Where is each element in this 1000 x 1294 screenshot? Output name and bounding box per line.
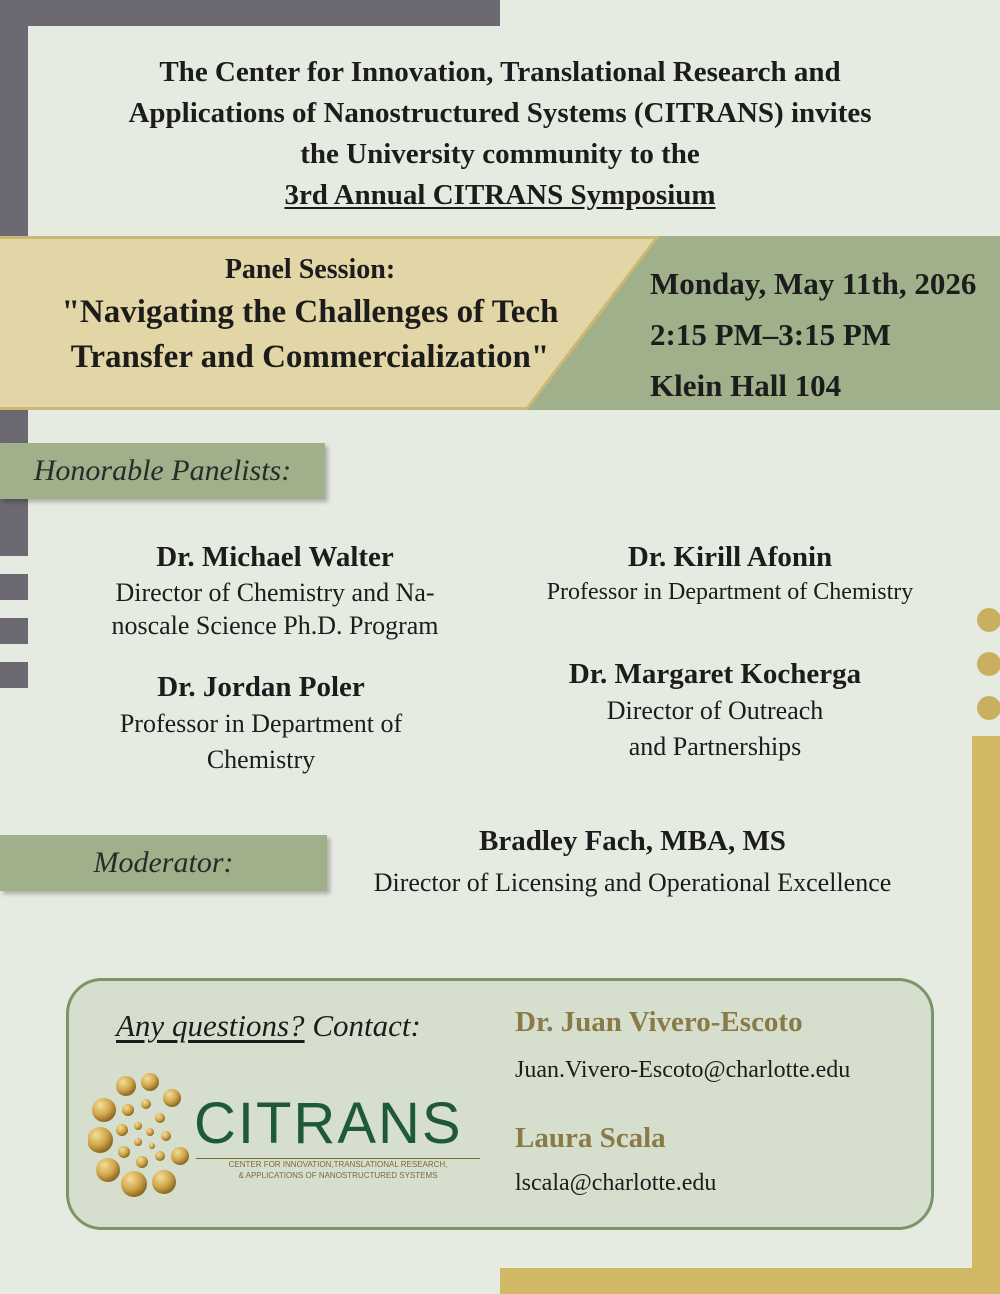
panelist-role: and Partnerships bbox=[628, 732, 802, 761]
panelist-name: Dr. Kirill Afonin bbox=[627, 541, 833, 573]
contact-name: Dr. Juan Vivero-Escoto bbox=[515, 1006, 803, 1038]
panelist-role: Director of Chemistry and Na- bbox=[115, 578, 435, 607]
bottom-gold-bar bbox=[500, 1268, 1000, 1294]
decorative-square bbox=[0, 574, 28, 600]
decorative-dot bbox=[977, 696, 1000, 720]
event-location: Klein Hall 104 bbox=[650, 368, 842, 403]
contact-label bbox=[116, 1008, 421, 1044]
header-line: Applications of Nanostructured Systems (CITRANS) invites bbox=[128, 97, 872, 129]
panelist-card bbox=[60, 538, 490, 642]
panelist-role: Chemistry bbox=[206, 745, 316, 774]
moderator-card bbox=[330, 822, 935, 906]
logo-subtitle-line: & APPLICATIONS OF NANOSTRUCTURED SYSTEMS bbox=[238, 1171, 438, 1180]
panel-session-title bbox=[0, 250, 620, 380]
right-gold-bar bbox=[972, 736, 1000, 1294]
contact-email[interactable]: Juan.Vivero-Escoto@charlotte.edu bbox=[515, 1057, 851, 1083]
citrans-logo-subtitle bbox=[196, 1158, 480, 1181]
panelist-name: Dr. Jordan Poler bbox=[157, 671, 365, 703]
moderator-name: Bradley Fach, MBA, MS bbox=[479, 825, 786, 857]
invitation-header bbox=[60, 52, 940, 216]
header-line: the University community to the bbox=[300, 138, 700, 170]
event-details bbox=[650, 258, 976, 411]
top-frame-bar bbox=[0, 0, 500, 26]
citrans-logo-word: CITRANS bbox=[194, 1091, 463, 1156]
panelist-name: Dr. Michael Walter bbox=[156, 541, 394, 573]
panel-title-line: "Navigating the Challenges of Tech bbox=[61, 294, 559, 330]
logo-subtitle-line: CENTER FOR INNOVATION,TRANSLATIONAL RESEARCH, bbox=[228, 1160, 448, 1169]
contact-name: Laura Scala bbox=[515, 1122, 666, 1154]
contact-text: Contact: bbox=[304, 1008, 421, 1043]
panelist-role: Professor in Department of Chemistry bbox=[546, 579, 914, 605]
panel-session-label: Panel Session: bbox=[224, 254, 396, 285]
citrans-logo-mark bbox=[88, 1070, 192, 1198]
panelist-card bbox=[60, 668, 462, 778]
decorative-square bbox=[0, 662, 28, 688]
panelist-role: noscale Science Ph.D. Program bbox=[111, 611, 439, 640]
questions-text: Any questions? bbox=[116, 1008, 305, 1043]
symposium-title: 3rd Annual CITRANS Symposium bbox=[284, 179, 716, 211]
panelist-card bbox=[500, 655, 930, 765]
decorative-dot bbox=[977, 652, 1000, 676]
moderator-role: Director of Licensing and Operational Excellence bbox=[373, 868, 892, 897]
panelist-card bbox=[510, 538, 950, 609]
event-time: 2:15 PM–3:15 PM bbox=[650, 317, 892, 352]
panelists-label: Honorable Panelists: bbox=[0, 443, 325, 499]
panelist-role: Professor in Department of bbox=[119, 709, 403, 738]
header-line: The Center for Innovation, Translational Research and bbox=[159, 56, 841, 88]
contact-email[interactable]: lscala@charlotte.edu bbox=[515, 1170, 717, 1196]
panelist-role: Director of Outreach bbox=[606, 696, 824, 725]
decorative-square bbox=[0, 618, 28, 644]
moderator-label: Moderator: bbox=[0, 835, 327, 891]
panelist-name: Dr. Margaret Kocherga bbox=[568, 658, 862, 690]
decorative-dot bbox=[977, 608, 1000, 632]
panel-title-line: Transfer and Commercialization" bbox=[70, 339, 550, 375]
event-date: Monday, May 11th, 2026 bbox=[650, 266, 977, 301]
